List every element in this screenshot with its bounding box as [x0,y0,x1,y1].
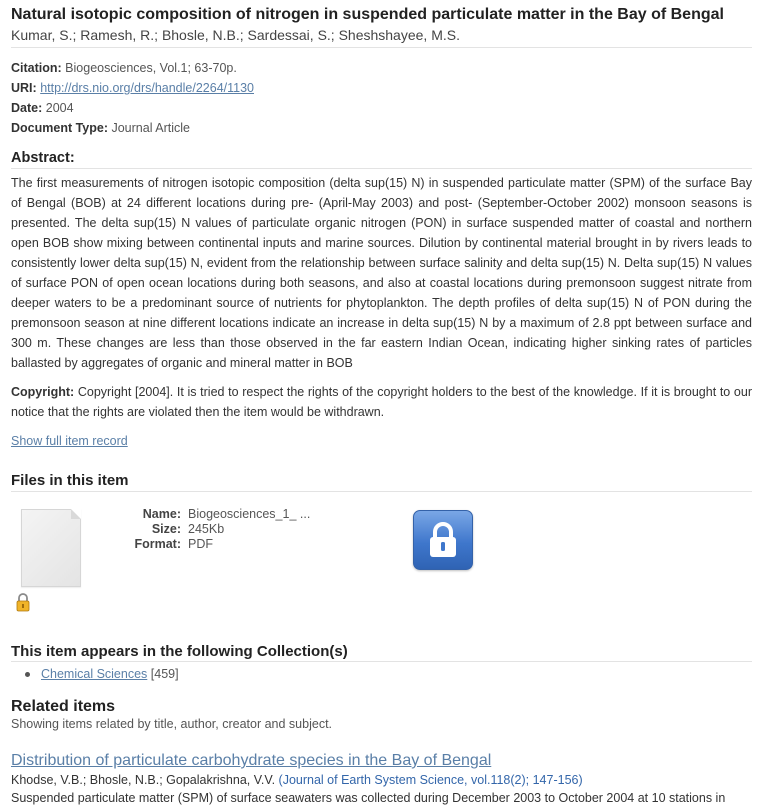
date-label: Date: [11,101,43,115]
doctype-label: Document Type: [11,121,108,135]
file-format-row [111,537,310,552]
related-item-source: (Journal of Earth System Science, vol.118(2); 147-156) [278,773,583,787]
divider [11,661,752,662]
divider [11,491,752,492]
file-format-label: Format: [134,537,181,551]
doctype-row [11,120,190,136]
show-full-record-link[interactable]: Show full item record [11,434,128,448]
abstract-heading: Abstract: [11,150,75,166]
uri-link[interactable]: http://drs.nio.org/drs/handle/2264/1130 [40,81,254,95]
copyright-text: Copyright [2004]. It is tried to respect the rights of the copyright holders to the best of the knowledge. If it is brought to our notice that the rights are violated then the item would be withdrawn. [11,385,752,419]
collection-link[interactable]: Chemical Sciences [41,667,148,681]
file-size-value: 245Kb [188,522,225,536]
files-heading: Files in this item [11,472,129,489]
related-item-authors: Khodse, V.B.; Bhosle, N.B.; Gopalakrishna, V.V. [11,773,276,787]
date-row [11,100,74,116]
related-item-snippet: Suspended particulate matter (SPM) of surface seawaters was collected during December 2003 to October 2004 at 10 stations in [11,791,726,805]
file-format-value: PDF [188,537,213,551]
citation-row [11,60,237,76]
restricted-access-lock-icon[interactable] [413,510,473,570]
file-thumbnail[interactable] [21,509,81,587]
padlock-icon [15,592,31,612]
item-authors: Kumar, S.; Ramesh, R.; Bhosle, N.B.; Sardessai, S.; Sheshshayee, M.S. [11,27,460,43]
abstract-text: The first measurements of nitrogen isotopic composition (delta sup(15) N) in suspended particulate matter (SPM) of the surface Bay of Bengal (BOB) at 24 different locations during pre- (April-May 2003) and post- (September-October 2002) monsoon seasons is presented. The delta sup(15) N values of particulate organic nitrogen (PON) in surface suspended matter of coastal and northern open BOB show mixing between continental inputs and marine sources. Dilution by continental material brought in by rivers leads to consistently lower delta sup(15) N, evident from the relationship between surface salinity and delta sup(15) N. Delta sup(15) N values of surface PON of open ocean locations during both seasons, and also at coastal locations during premonsoon suggest nitrate from deeper waters to be a predominant source of nutrients for phytoplankton. The depth profiles of delta sup(15) N of PON during the premonsoon season at nine different locations indicate an increase in delta sup(15) N by a maximum of 2.8 ppt between surface and 300 m. These changes are less than those observed in the far eastern Indian Ocean, indicating higher sinking rates of particles ballasted by aggregates of organic and mineral matter in BOB [11,176,752,370]
collection-list [41,666,179,682]
related-subtitle: Showing items related by title, author, creator and subject. [11,717,333,731]
uri-label: URI: [11,81,37,95]
bullet-icon [25,672,30,677]
lock-icon [414,511,472,569]
collections-heading: This item appears in the following Collection(s) [11,643,348,660]
file-name-row [111,507,310,522]
related-heading: Related items [11,698,116,715]
item-title: Natural isotopic composition of nitrogen in suspended particulate matter in the Bay of Bengal [11,6,724,23]
doctype-value: Journal Article [111,121,190,135]
collection-count: [459] [150,667,179,681]
date-value: 2004 [45,101,74,115]
divider [11,47,752,48]
file-size-row [111,522,310,537]
file-name-label: Name: [142,507,181,521]
copyright-label: Copyright: [11,385,75,399]
file-size-label: Size: [151,522,181,536]
file-name-value[interactable]: Biogeosciences_1_ ... [188,507,311,521]
uri-row [11,80,254,96]
related-item-title[interactable]: Distribution of particulate carbohydrate species in the Bay of Bengal [11,752,492,769]
citation-value: Biogeosciences, Vol.1; 63-70p. [65,61,237,75]
citation-label: Citation: [11,61,62,75]
file-info [111,507,310,552]
related-item-meta [11,772,583,788]
copyright-block [11,382,752,422]
divider [11,168,752,169]
